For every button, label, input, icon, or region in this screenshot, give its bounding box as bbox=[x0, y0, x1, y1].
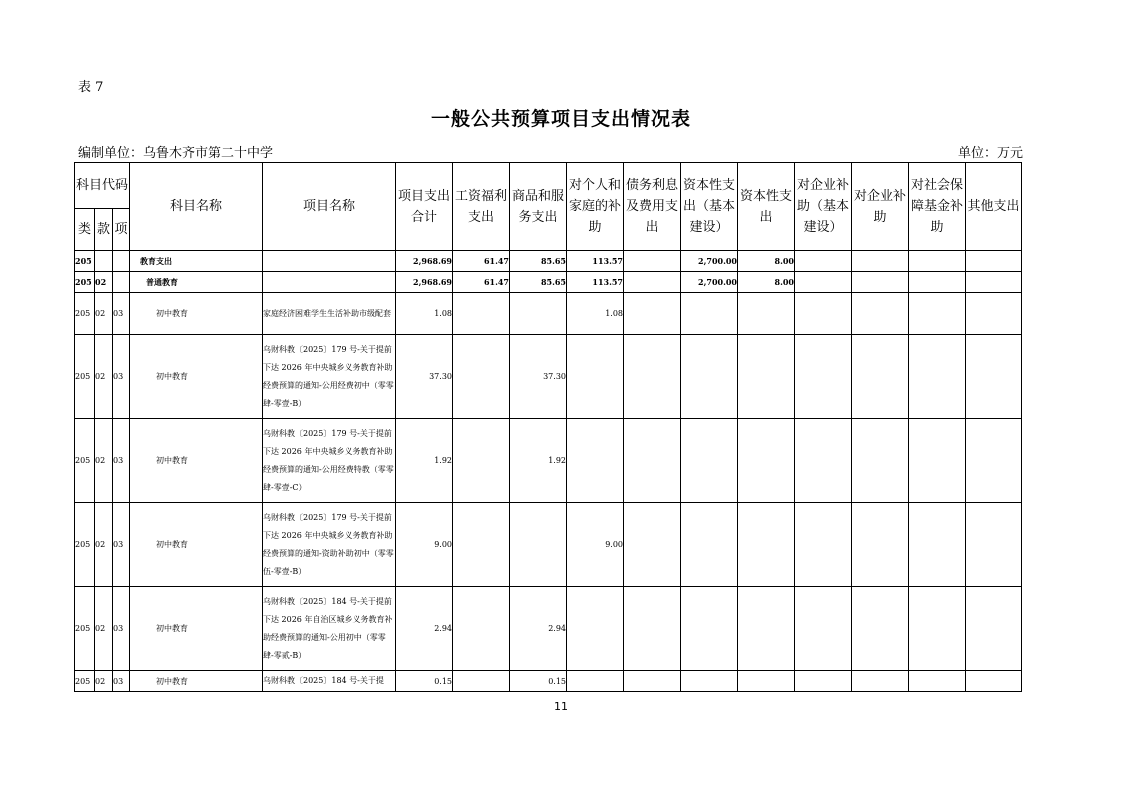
cell-capital bbox=[738, 671, 795, 692]
page-title: 一般公共预算项目支出情况表 bbox=[430, 108, 691, 130]
cell-lei: 205 bbox=[75, 293, 95, 335]
cell-total: 1.92 bbox=[396, 419, 453, 503]
table-label: 表 7 bbox=[78, 80, 104, 95]
header-wage: 工资福利支出 bbox=[453, 163, 510, 251]
cell-debt bbox=[624, 419, 681, 503]
cell-enterprise bbox=[852, 251, 909, 272]
table-row bbox=[75, 587, 1022, 671]
cell-debt bbox=[624, 335, 681, 419]
cell-wage bbox=[453, 671, 510, 692]
cell-capital-basic bbox=[681, 671, 738, 692]
cell-project: 乌财科教〔2025〕179 号-关于提前下达 2026 年中央城乡义务教育补助经费预算的通知-公用经费特教（零零肆-零壹-C） bbox=[263, 419, 396, 503]
table-row bbox=[75, 272, 1022, 293]
cell-debt bbox=[624, 587, 681, 671]
cell-project bbox=[263, 251, 396, 272]
cell-lei: 205 bbox=[75, 503, 95, 587]
header-debt: 债务利息及费用支出 bbox=[624, 163, 681, 251]
cell-enterprise-basic bbox=[795, 335, 852, 419]
cell-social bbox=[909, 251, 966, 272]
cell-xiang: 03 bbox=[113, 671, 130, 692]
cell-personal: 1.08 bbox=[567, 293, 624, 335]
header-enterprise: 对企业补助 bbox=[852, 163, 909, 251]
header-goods: 商品和服务支出 bbox=[510, 163, 567, 251]
cell-social bbox=[909, 335, 966, 419]
cell-capital: 8.00 bbox=[738, 272, 795, 293]
cell-capital-basic bbox=[681, 293, 738, 335]
cell-capital bbox=[738, 503, 795, 587]
cell-enterprise bbox=[852, 293, 909, 335]
cell-subject: 初中教育 bbox=[130, 671, 263, 692]
cell-capital-basic bbox=[681, 587, 738, 671]
table-row bbox=[75, 671, 1022, 692]
cell-capital: 8.00 bbox=[738, 251, 795, 272]
cell-personal bbox=[567, 587, 624, 671]
cell-other bbox=[966, 335, 1022, 419]
cell-xiang: 03 bbox=[113, 419, 130, 503]
cell-xiang: 03 bbox=[113, 293, 130, 335]
unit-label: 单位：万元 bbox=[958, 146, 1024, 161]
cell-enterprise bbox=[852, 272, 909, 293]
cell-enterprise-basic bbox=[795, 293, 852, 335]
cell-enterprise bbox=[852, 419, 909, 503]
cell-capital bbox=[738, 293, 795, 335]
cell-xiang: 03 bbox=[113, 587, 130, 671]
cell-enterprise-basic bbox=[795, 503, 852, 587]
cell-project bbox=[263, 272, 396, 293]
table-row bbox=[75, 293, 1022, 335]
cell-enterprise-basic bbox=[795, 419, 852, 503]
cell-subject: 初中教育 bbox=[130, 503, 263, 587]
header-kuan: 款 bbox=[95, 209, 113, 251]
header-capital-basic: 资本性支出（基本建设） bbox=[681, 163, 738, 251]
cell-wage: 61.47 bbox=[453, 251, 510, 272]
cell-project: 乌财科教〔2025〕184 号-关于提前下达 2026 年自治区城乡义务教育补助经费预算的通知-公用初中（零零肆-零贰-B） bbox=[263, 587, 396, 671]
cell-wage bbox=[453, 419, 510, 503]
cell-xiang: 03 bbox=[113, 503, 130, 587]
cell-total: 0.15 bbox=[396, 671, 453, 692]
cell-other bbox=[966, 587, 1022, 671]
header-capital: 资本性支出 bbox=[738, 163, 795, 251]
cell-total: 2,968.69 bbox=[396, 251, 453, 272]
cell-project: 乌财科教〔2025〕179 号-关于提前下达 2026 年中央城乡义务教育补助经费预算的通知-公用经费初中（零零肆-零壹-B） bbox=[263, 335, 396, 419]
cell-xiang bbox=[113, 251, 130, 272]
header-xiang: 项 bbox=[113, 209, 130, 251]
cell-personal: 9.00 bbox=[567, 503, 624, 587]
cell-kuan: 02 bbox=[95, 272, 113, 293]
cell-project: 家庭经济困难学生生活补助市级配套 bbox=[263, 293, 396, 335]
header-other: 其他支出 bbox=[966, 163, 1022, 251]
cell-lei: 205 bbox=[75, 587, 95, 671]
cell-goods: 37.30 bbox=[510, 335, 567, 419]
cell-social bbox=[909, 272, 966, 293]
table-row bbox=[75, 335, 1022, 419]
cell-capital-basic: 2,700.00 bbox=[681, 251, 738, 272]
cell-subject: 初中教育 bbox=[130, 293, 263, 335]
cell-total: 37.30 bbox=[396, 335, 453, 419]
header-project-name: 项目名称 bbox=[263, 163, 396, 251]
cell-other bbox=[966, 293, 1022, 335]
cell-debt bbox=[624, 671, 681, 692]
cell-lei: 205 bbox=[75, 272, 95, 293]
cell-enterprise bbox=[852, 671, 909, 692]
cell-other bbox=[966, 419, 1022, 503]
cell-goods: 85.65 bbox=[510, 272, 567, 293]
cell-goods bbox=[510, 503, 567, 587]
cell-xiang: 03 bbox=[113, 335, 130, 419]
cell-capital bbox=[738, 419, 795, 503]
cell-capital-basic bbox=[681, 335, 738, 419]
cell-social bbox=[909, 419, 966, 503]
cell-enterprise bbox=[852, 503, 909, 587]
cell-kuan: 02 bbox=[95, 671, 113, 692]
cell-other bbox=[966, 251, 1022, 272]
header-personal: 对个人和家庭的补助 bbox=[567, 163, 624, 251]
cell-total: 2.94 bbox=[396, 587, 453, 671]
cell-debt bbox=[624, 293, 681, 335]
cell-enterprise-basic bbox=[795, 251, 852, 272]
cell-other bbox=[966, 671, 1022, 692]
cell-debt bbox=[624, 251, 681, 272]
cell-subject: 初中教育 bbox=[130, 419, 263, 503]
cell-wage bbox=[453, 335, 510, 419]
cell-kuan: 02 bbox=[95, 587, 113, 671]
page-number: 11 bbox=[554, 700, 568, 713]
cell-kuan: 02 bbox=[95, 335, 113, 419]
table-row bbox=[75, 503, 1022, 587]
cell-debt bbox=[624, 503, 681, 587]
cell-subject: 普通教育 bbox=[130, 272, 263, 293]
budget-table bbox=[74, 162, 1022, 692]
cell-social bbox=[909, 293, 966, 335]
cell-enterprise-basic bbox=[795, 272, 852, 293]
table-row bbox=[75, 419, 1022, 503]
header-social: 对社会保障基金补助 bbox=[909, 163, 966, 251]
cell-capital bbox=[738, 335, 795, 419]
cell-total: 9.00 bbox=[396, 503, 453, 587]
cell-lei: 205 bbox=[75, 251, 95, 272]
cell-wage bbox=[453, 293, 510, 335]
cell-social bbox=[909, 587, 966, 671]
cell-kuan bbox=[95, 251, 113, 272]
table-row bbox=[75, 251, 1022, 272]
cell-lei: 205 bbox=[75, 335, 95, 419]
cell-enterprise bbox=[852, 335, 909, 419]
cell-enterprise-basic bbox=[795, 587, 852, 671]
cell-subject: 初中教育 bbox=[130, 587, 263, 671]
cell-personal bbox=[567, 335, 624, 419]
cell-capital-basic bbox=[681, 419, 738, 503]
cell-goods bbox=[510, 293, 567, 335]
cell-capital-basic bbox=[681, 503, 738, 587]
cell-wage: 61.47 bbox=[453, 272, 510, 293]
cell-enterprise bbox=[852, 587, 909, 671]
cell-subject: 教育支出 bbox=[130, 251, 263, 272]
cell-lei: 205 bbox=[75, 671, 95, 692]
cell-capital bbox=[738, 587, 795, 671]
header-total: 项目支出合计 bbox=[396, 163, 453, 251]
cell-kuan: 02 bbox=[95, 503, 113, 587]
cell-goods: 2.94 bbox=[510, 587, 567, 671]
cell-subject: 初中教育 bbox=[130, 335, 263, 419]
cell-project: 乌财科教〔2025〕179 号-关于提前下达 2026 年中央城乡义务教育补助经费预算的通知-资助补助初中（零零伍-零壹-B） bbox=[263, 503, 396, 587]
cell-enterprise-basic bbox=[795, 671, 852, 692]
cell-debt bbox=[624, 272, 681, 293]
cell-personal bbox=[567, 419, 624, 503]
header-enterprise-basic: 对企业补助（基本建设） bbox=[795, 163, 852, 251]
cell-total: 1.08 bbox=[396, 293, 453, 335]
cell-xiang bbox=[113, 272, 130, 293]
cell-personal: 113.57 bbox=[567, 251, 624, 272]
cell-goods: 85.65 bbox=[510, 251, 567, 272]
header-subject-name: 科目名称 bbox=[130, 163, 263, 251]
cell-total: 2,968.69 bbox=[396, 272, 453, 293]
cell-personal: 113.57 bbox=[567, 272, 624, 293]
header-code-group: 科目代码 bbox=[75, 163, 130, 209]
cell-social bbox=[909, 503, 966, 587]
cell-wage bbox=[453, 587, 510, 671]
cell-goods: 1.92 bbox=[510, 419, 567, 503]
cell-social bbox=[909, 671, 966, 692]
cell-capital-basic: 2,700.00 bbox=[681, 272, 738, 293]
cell-other bbox=[966, 272, 1022, 293]
cell-personal bbox=[567, 671, 624, 692]
cell-wage bbox=[453, 503, 510, 587]
cell-kuan: 02 bbox=[95, 293, 113, 335]
cell-lei: 205 bbox=[75, 419, 95, 503]
org-label: 编制单位：乌鲁木齐市第二十中学 bbox=[78, 146, 274, 161]
cell-goods: 0.15 bbox=[510, 671, 567, 692]
cell-other bbox=[966, 503, 1022, 587]
header-lei: 类 bbox=[75, 209, 95, 251]
cell-kuan: 02 bbox=[95, 419, 113, 503]
cell-project: 乌财科教〔2025〕184 号-关于提 bbox=[263, 671, 396, 692]
